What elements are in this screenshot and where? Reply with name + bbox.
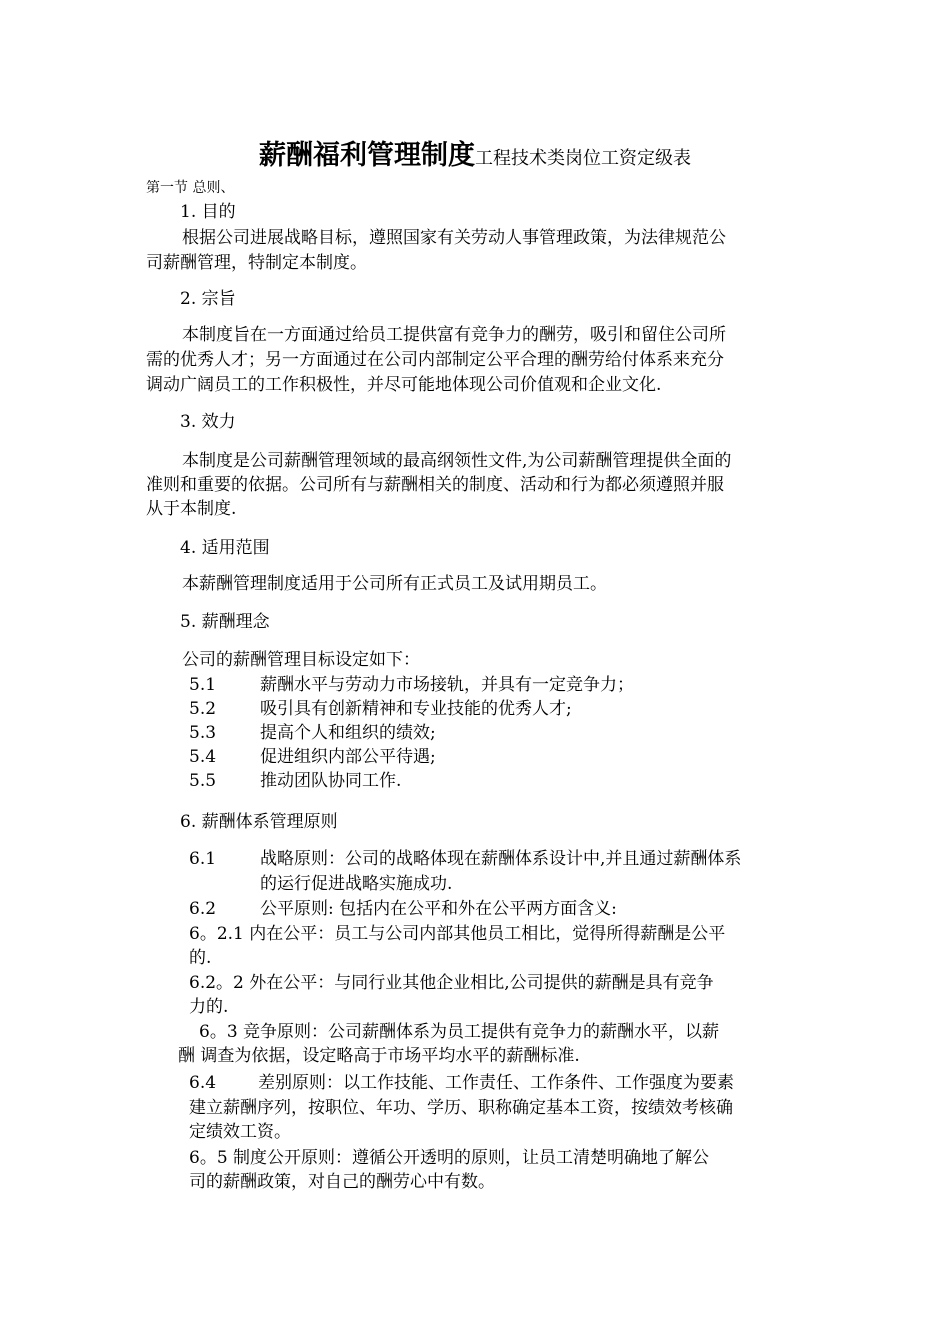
goal-text: 提高个人和组织的绩效;	[260, 723, 436, 743]
paragraph-line: 战略原则：公司的战略体现在薪酬体系设计中,并且通过薪酬体系	[260, 849, 742, 869]
paragraph-line: 公平原则: 包括内在公平和外在公平两方面含义:	[260, 899, 617, 919]
title-subtitle: 工程技术类岗位工资定级表	[475, 148, 691, 169]
paragraph-line: 建立薪酬序列，按职位、年功、学历、职称确定基本工资，按绩效考核确	[189, 1098, 733, 1118]
paragraph-line: 本制度旨在一方面通过给员工提供富有竞争力的酬劳，吸引和留住公司所	[182, 325, 726, 345]
rule-number: 6.2	[189, 899, 217, 919]
paragraph-line: 司的薪酬政策，对自己的酬劳心中有数。	[189, 1172, 495, 1192]
paragraph-line: 需的优秀人才；另一方面通过在公司内部制定公平合理的酬劳给付体系来充分	[146, 350, 724, 370]
paragraph-line: 6。2.1 内在公平：员工与公司内部其他员工相比，觉得所得薪酬是公平	[189, 924, 726, 944]
paragraph-line: 根据公司进展战略目标，遵照国家有关劳动人事管理政策，为法律规范公	[182, 228, 726, 248]
goal-text: 促进组织内部公平待遇;	[260, 747, 436, 767]
paragraph-line: 的运行促进战略实施成功.	[260, 874, 453, 894]
heading-principles: 6. 薪酬体系管理原则	[180, 812, 338, 832]
paragraph-line: 的.	[189, 948, 212, 968]
rule-number: 6.1	[189, 849, 217, 869]
paragraph-line: 6.2。2 外在公平：与同行业其他企业相比,公司提供的薪酬是具有竞争	[189, 973, 714, 993]
rule-number: 6.4	[189, 1073, 217, 1093]
goal-text: 薪酬水平与劳动力市场接轨，并具有一定竞争力；	[260, 675, 634, 695]
title-main: 薪酬福利管理制度	[259, 140, 475, 171]
paragraph-line: 6。5 制度公开原则：遵循公开透明的原则，让员工清楚明确地了解公	[189, 1148, 710, 1168]
paragraph-line: 本薪酬管理制度适用于公司所有正式员工及试用期员工。	[182, 574, 607, 594]
goal-number: 5.5	[189, 771, 217, 791]
heading-effect: 3. 效力	[180, 412, 236, 432]
heading-purpose: 1. 目的	[180, 202, 236, 222]
paragraph-line: 调动广阔员工的工作积极性，并尽可能地体现公司价值观和企业文化.	[146, 375, 662, 395]
paragraph-line: 力的.	[189, 997, 229, 1017]
paragraph-line: 差别原则：以工作技能、工作责任、工作条件、工作强度为要素	[258, 1073, 734, 1093]
goal-text: 吸引具有创新精神和专业技能的优秀人才;	[260, 699, 572, 719]
paragraph-line: 本制度是公司薪酬管理领域的最高纲领性文件,为公司薪酬管理提供全面的	[182, 451, 732, 471]
paragraph-line: 酬 调查为依据，设定略高于市场平均水平的薪酬标准.	[178, 1046, 580, 1066]
section-heading: 第一节 总则、	[146, 180, 235, 196]
heading-aim: 2. 宗旨	[180, 289, 236, 309]
paragraph-line: 司薪酬管理，特制定本制度。	[146, 253, 367, 273]
goal-number: 5.1	[189, 675, 217, 695]
paragraph-line: 从于本制度.	[146, 499, 237, 519]
paragraph-line: 公司的薪酬管理目标设定如下：	[182, 650, 420, 670]
paragraph-line: 6。3 竞争原则：公司薪酬体系为员工提供有竞争力的薪酬水平，以薪	[199, 1022, 720, 1042]
heading-scope: 4. 适用范围	[180, 538, 270, 558]
goal-number: 5.4	[189, 747, 217, 767]
goal-text: 推动团队协同工作.	[260, 771, 402, 791]
goal-number: 5.2	[189, 699, 217, 719]
paragraph-line: 定绩效工资。	[189, 1122, 291, 1142]
paragraph-line: 准则和重要的依据。公司所有与薪酬相关的制度、活动和行为都必须遵照并服	[146, 475, 724, 495]
document-title	[0, 133, 950, 172]
goal-number: 5.3	[189, 723, 217, 743]
heading-philosophy: 5. 薪酬理念	[180, 612, 270, 632]
